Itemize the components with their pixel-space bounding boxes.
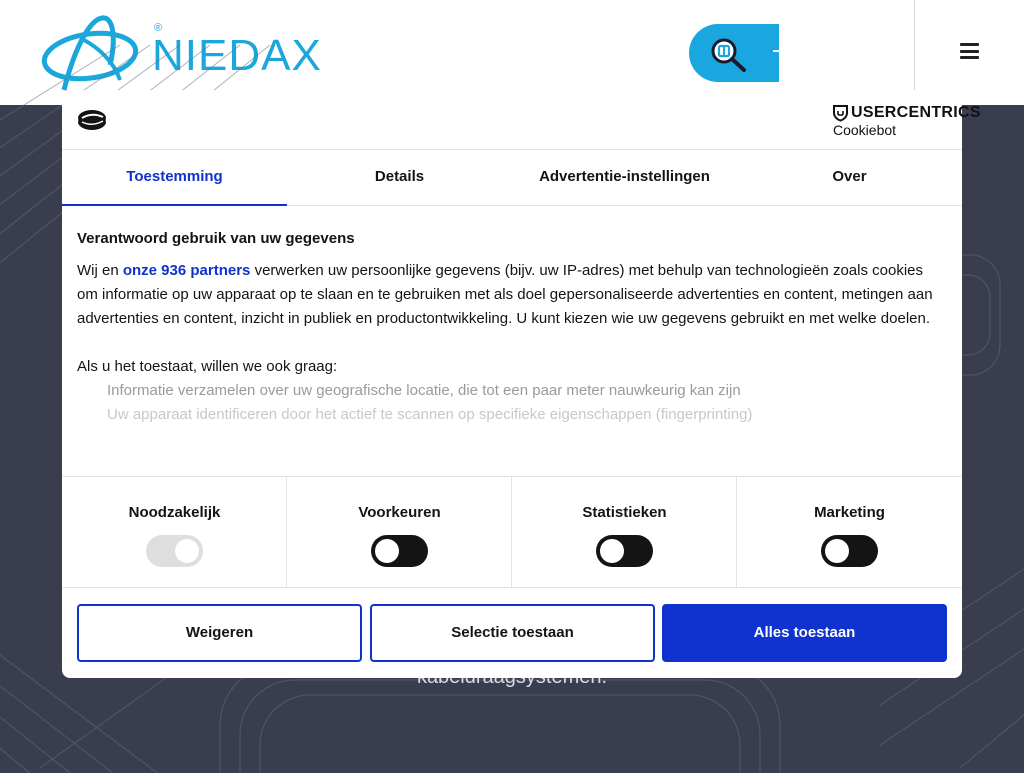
- hamburger-icon[interactable]: [960, 43, 979, 59]
- toggle-label: Noodzakelijk: [128, 504, 221, 521]
- registered-mark: ®: [154, 22, 163, 34]
- allow-all-button[interactable]: Alles toestaan: [662, 604, 947, 662]
- partners-link[interactable]: onze 936 partners: [122, 262, 251, 279]
- tab-toestemming[interactable]: Toestemming: [62, 150, 287, 206]
- deny-button[interactable]: Weigeren: [77, 604, 362, 662]
- intro-text-start: Wij en: [77, 262, 123, 279]
- toggle-cell-marketing: [737, 477, 962, 588]
- purpose-item: Informatie verzamelen over uw geografische locatie, die tot een paar meter nauwkeurig kan zijn: [107, 382, 741, 399]
- search-button[interactable]: [689, 24, 779, 82]
- category-toggles: [62, 476, 962, 588]
- brand-wordmark: NIEDAX: [152, 31, 322, 80]
- consent-intro: [77, 259, 947, 331]
- search-icon: [708, 36, 750, 74]
- cookiebot-logo-icon: [77, 108, 109, 132]
- allow-selection-button[interactable]: Selectie toestaan: [370, 604, 655, 662]
- consent-body[interactable]: [77, 230, 947, 475]
- toggle-label: Voorkeuren: [358, 504, 441, 521]
- consent-heading: Verantwoord gebruik van uw gegevens: [77, 230, 355, 247]
- toggle-marketing[interactable]: [821, 535, 878, 567]
- toggle-label: Statistieken: [582, 504, 667, 521]
- cookie-consent-dialog: [62, 90, 981, 678]
- tab-details[interactable]: Details: [374, 168, 425, 185]
- shield-icon: [833, 105, 848, 121]
- toggle-cell-voorkeuren: [287, 477, 512, 588]
- toggle-cell-noodzakelijk: [62, 477, 287, 588]
- provider-title: USERCENTRICS: [851, 104, 981, 121]
- consent-tabs: [62, 150, 962, 206]
- pill-accent: [773, 50, 779, 52]
- toggle-noodzakelijk: [146, 535, 203, 567]
- tab-advertentie-instellingen[interactable]: Advertentie-instellingen: [539, 168, 710, 185]
- toggle-statistieken[interactable]: [596, 535, 653, 567]
- also-heading: Als u het toestaat, willen we ook graag:: [77, 358, 338, 375]
- provider-subtitle: Cookiebot: [833, 122, 897, 138]
- toggle-voorkeuren[interactable]: [371, 535, 428, 567]
- intro-text-end: verwerken uw persoonlijke gegevens (bijv. uw IP-adres) met behulp van technologieën zoals cookies om informatie op uw apparaat op te slaan en te gebruiken met als doel gepersonaliseerde advertenties en content, metingen aan advertenties en content, inzicht in publiek en productontwikkeling. U kunt kiezen wie uw gegevens gebruikt en met welke doelen.: [77, 262, 933, 327]
- purpose-item: Uw apparaat identificeren door het actief te scannen op specifieke eigenschappen (fingerprinting): [107, 406, 753, 423]
- toggle-cell-statistieken: [512, 477, 737, 588]
- toggle-label: Marketing: [814, 504, 885, 521]
- dialog-header: [62, 90, 981, 150]
- tab-over[interactable]: Over: [832, 168, 867, 185]
